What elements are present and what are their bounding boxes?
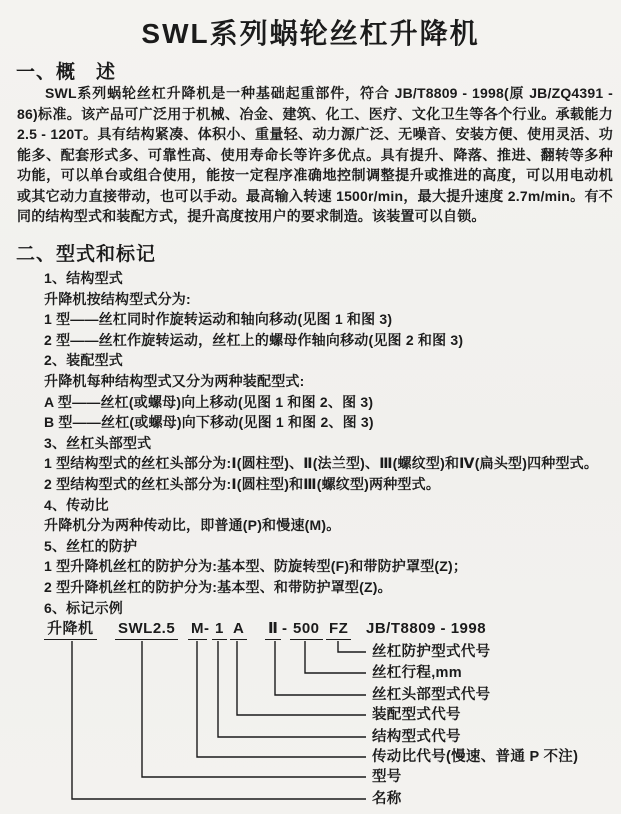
section-overview-heading: 一、概 述 xyxy=(16,62,117,83)
list-line: 升降机分为两种传动比，即普通(P)和慢速(M)。 xyxy=(44,517,341,534)
list-line: 1 型结构型式的丝杠头部分为:Ⅰ(圆柱型)、Ⅱ(法兰型)、Ⅲ(螺纹型)和Ⅳ(扁头型)四种型式。 xyxy=(44,455,599,472)
list-line: 1 型升降机丝杠的防护分为:基本型、防旋转型(F)和带防护罩型(Z)； xyxy=(44,558,468,575)
diagram-label-ratio: 传动比代号(慢速、普通 P 不注) xyxy=(372,749,579,765)
list-line: 2、装配型式 xyxy=(44,352,123,369)
diagram-label-head: 丝杠头部型式代号 xyxy=(372,687,491,703)
section-types-heading: 二、型式和标记 xyxy=(16,244,157,265)
list-line: 2 型——丝杠作旋转运动，丝杠上的螺母作轴向移动(见图 2 和图 3) xyxy=(44,331,464,348)
list-line: 1、结构型式 xyxy=(44,270,123,286)
code-assembly: A xyxy=(230,620,247,640)
diagram-label-protection: 丝杠防护型式代号 xyxy=(372,644,491,660)
code-model: SWL2.5 xyxy=(115,620,178,640)
list-line: 2 型结构型式的丝杠头部分为:Ⅰ(圆柱型)和Ⅲ(螺纹型)两种型式。 xyxy=(44,475,441,492)
list-line: A 型——丝杠(或螺母)向上移动(见图 1 和图 2、图 3) xyxy=(44,393,374,410)
code-dash: - xyxy=(204,620,210,637)
code-head: Ⅱ xyxy=(265,620,281,640)
list-line: 升降机按结构型式分为: xyxy=(44,290,191,307)
list-line: B 型——丝杠(或螺母)向下移动(见图 1 和图 2、图 3) xyxy=(44,414,374,431)
list-line: 升降机每种结构型式又分为两种装配型式: xyxy=(44,372,305,389)
connector-lines-svg xyxy=(0,618,621,814)
types-list xyxy=(44,268,614,618)
code-dash2: - xyxy=(282,620,288,637)
list-line: 5、丝杠的防护 xyxy=(44,537,138,554)
diagram-label-structure: 结构型式代号 xyxy=(372,729,461,745)
list-line: 2 型升降机丝杠的防护分为:基本型、和带防护罩型(Z)。 xyxy=(44,578,392,595)
marking-example-diagram xyxy=(0,618,621,814)
page-title: SWL系列蜗轮丝杠升降机 xyxy=(141,18,480,49)
diagram-label-assembly: 装配型式代号 xyxy=(372,707,461,723)
code-name: 升降机 xyxy=(44,620,97,640)
overview-paragraph: SWL系列蜗轮丝杠升降机是一种基础起重部件，符合 JB/T8809 - 1998(原 JB/ZQ4391 - 86)标准。该产品可广泛用于机械、冶金、建筑、化工、医疗、文化卫生等各个行业。承载能力 2.5 - 120T。具有结构紧凑、体积小、重量轻、动力源广泛、无噪音、安装方便、使用灵活、功能多、配套形式多、可靠性高、使用寿命长等许多优点。具有提升、降落、推进、翻转等多种功能，可以单台或组合使用，能按一定程序准确地控制调整提升或推进的高度，可以用电动机或其它动力直接带动，也可以手动。最高输入转速 1500r/min，最大提升速度 2.7m/min。有不同的结构型式和装配方式，提升高度按用户的要求制造。该装置可以自锁。 xyxy=(17,85,613,224)
code-protection: FZ xyxy=(326,620,351,640)
diagram-label-model: 型号 xyxy=(372,769,402,785)
list-line: 1 型——丝杠同时作旋转运动和轴向移动(见图 1 和图 3) xyxy=(44,311,393,328)
code-standard: JB/T8809 - 1998 xyxy=(366,620,487,637)
diagram-label-travel: 丝杠行程,mm xyxy=(372,665,462,681)
code-structure: 1 xyxy=(212,620,227,640)
list-line: 3、丝杠头部型式 xyxy=(44,434,152,451)
code-ratio: M xyxy=(188,620,207,640)
diagram-label-name: 名称 xyxy=(372,791,402,807)
list-line: 6、标记示例 xyxy=(44,599,123,616)
list-line: 4、传动比 xyxy=(44,496,109,513)
code-travel: 500 xyxy=(290,620,323,640)
